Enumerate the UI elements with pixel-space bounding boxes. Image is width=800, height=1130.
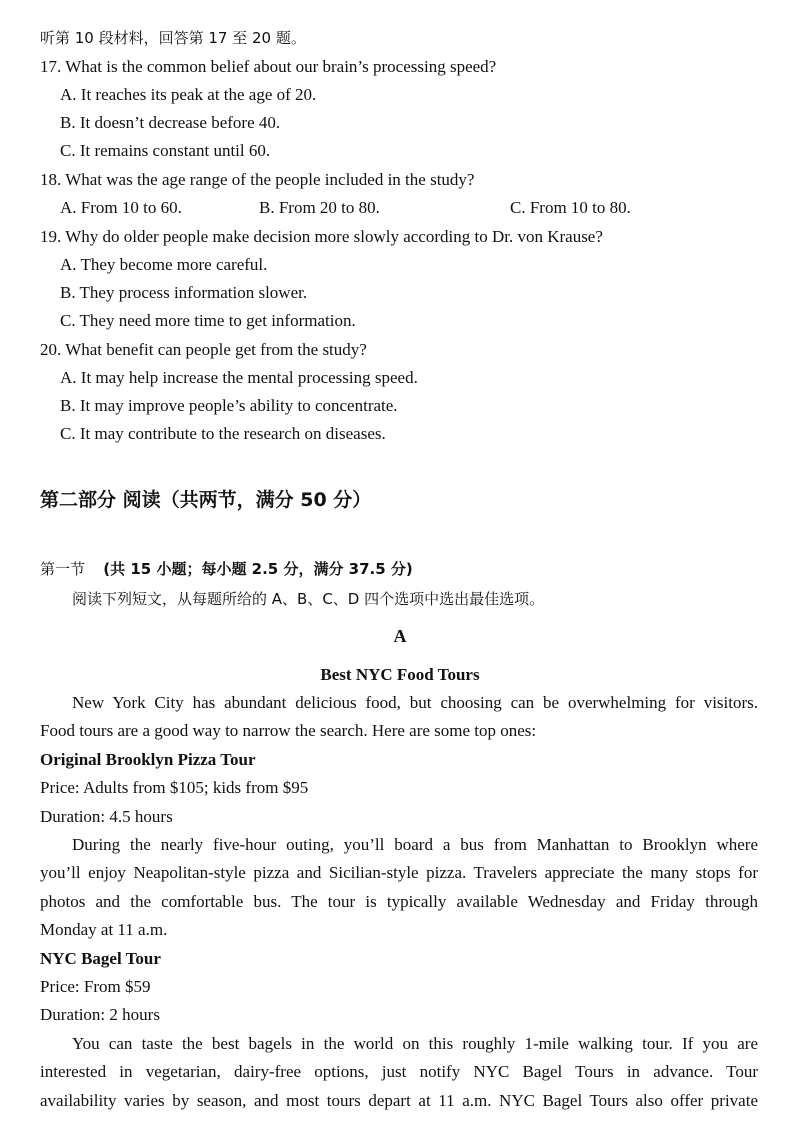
- question-18-option-b: B. From 20 to 80.: [259, 198, 380, 217]
- intro-line-2: Food tours are a good way to narrow the search. Here are some top ones:: [40, 721, 537, 740]
- tour-1-duration: Duration: 4.5 hours: [40, 807, 173, 826]
- question-17-option-b: B. It doesn’t decrease before 40.: [60, 113, 281, 132]
- intro-line-1: New York City has abundant delicious food, but choosing can be overwhelming for visitors.: [72, 693, 758, 712]
- tour-2-price: Price: From $59: [40, 977, 151, 996]
- tour-2-desc-line-3: availability varies by season, and most tours depart at 11 a.m. NYC Bagel Tours also offer private: [40, 1091, 758, 1110]
- listening-instruction: 听第 10 段材料，回答第 17 至 20 题。: [40, 29, 306, 47]
- question-20-option-b: B. It may improve people’s ability to concentrate.: [60, 396, 398, 415]
- tour-2-duration: Duration: 2 hours: [40, 1005, 160, 1024]
- question-19-option-c: C. They need more time to get information.: [60, 311, 356, 330]
- passage-letter: A: [393, 626, 407, 646]
- reading-part-title: 第二部分 阅读（共两节，满分 50 分）: [40, 489, 372, 511]
- tour-2-desc-line-1: You can taste the best bagels in the world on this roughly 1-mile walking tour. If you are: [72, 1034, 758, 1053]
- question-19-option-a: A. They become more careful.: [60, 255, 268, 274]
- passage-title: Best NYC Food Tours: [320, 665, 480, 684]
- question-19-stem: 19. Why do older people make decision more slowly according to Dr. von Krause?: [40, 227, 603, 246]
- tour-1-name: Original Brooklyn Pizza Tour: [40, 750, 256, 769]
- section-label: 第一节: [40, 560, 86, 578]
- reading-instruction: 阅读下列短文，从每题所给的 A、B、C、D 四个选项中选出最佳选项。: [72, 590, 545, 608]
- question-18-option-a: A. From 10 to 60.: [60, 198, 182, 217]
- tour-1-desc-line-4: Monday at 11 a.m.: [40, 920, 168, 939]
- question-18-option-c: C. From 10 to 80.: [510, 198, 631, 217]
- question-17-option-a: A. It reaches its peak at the age of 20.: [60, 85, 317, 104]
- question-20-option-c: C. It may contribute to the research on diseases.: [60, 424, 386, 443]
- tour-1-desc-line-1: During the nearly five-hour outing, you’ll board a bus from Manhattan to Brooklyn where: [72, 835, 758, 854]
- question-19-option-b: B. They process information slower.: [60, 283, 308, 302]
- section-header: [40, 558, 413, 580]
- section-info: (共 15 小题；每小题 2.5 分，满分 37.5 分): [103, 560, 413, 578]
- tour-1-price: Price: Adults from $105; kids from $95: [40, 778, 309, 797]
- question-20-stem: 20. What benefit can people get from the study?: [40, 340, 367, 359]
- question-17-option-c: C. It remains constant until 60.: [60, 141, 271, 160]
- question-17-stem: 17. What is the common belief about our brain’s processing speed?: [40, 57, 497, 76]
- tour-2-desc-line-2: interested in vegetarian, dairy-free options, just notify NYC Bagel Tours in advance. Tour: [40, 1062, 758, 1081]
- tour-1-desc-line-2: you’ll enjoy Neapolitan-style pizza and Sicilian-style pizza. Travelers appreciate the many stops for: [40, 863, 758, 882]
- question-18-stem: 18. What was the age range of the people included in the study?: [40, 170, 475, 189]
- tour-1-desc-line-3: photos and the comfortable bus. The tour is typically available Wednesday and Friday through: [40, 892, 758, 911]
- tour-2-name: NYC Bagel Tour: [40, 949, 161, 968]
- question-20-option-a: A. It may help increase the mental processing speed.: [60, 368, 418, 387]
